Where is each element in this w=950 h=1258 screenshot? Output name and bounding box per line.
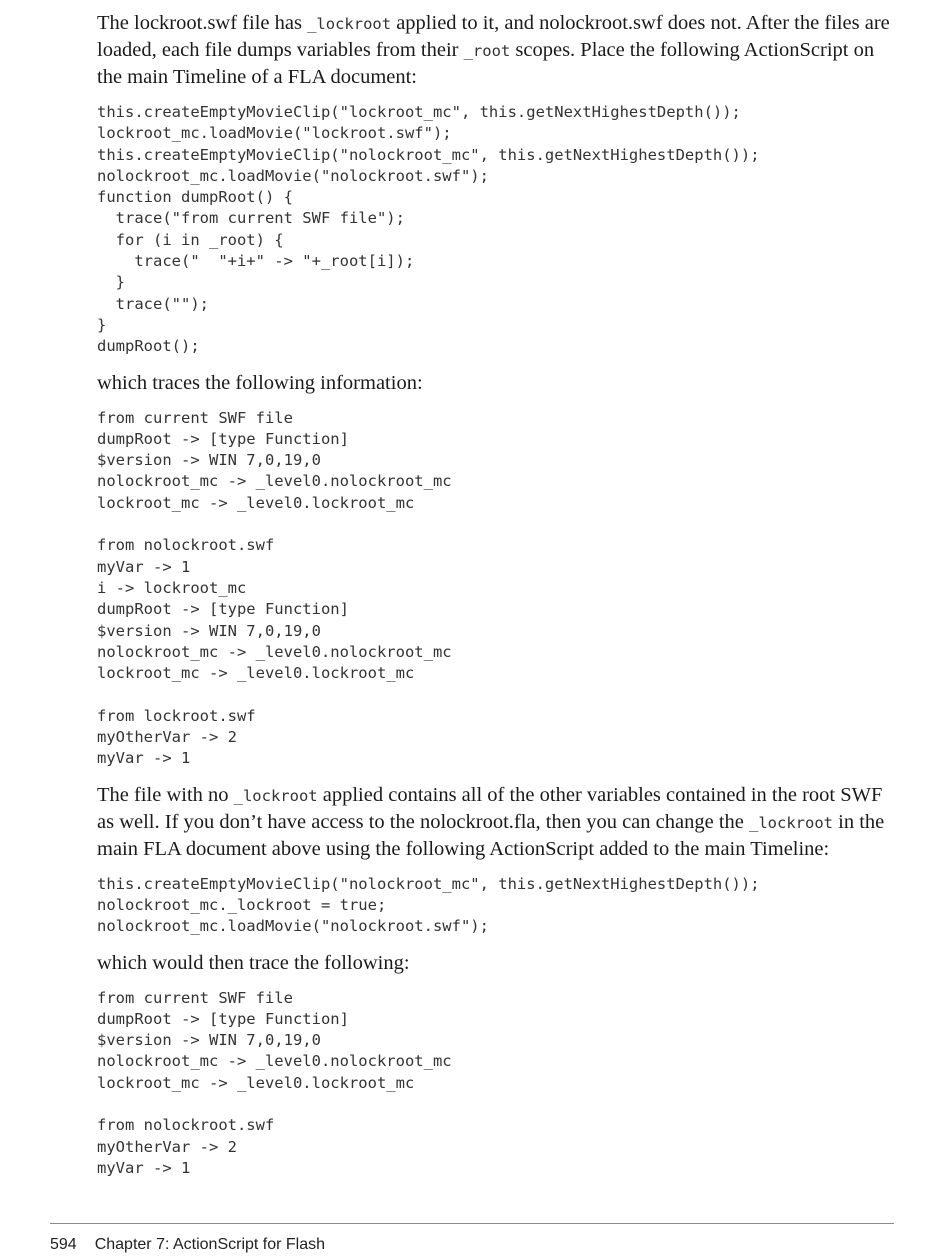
text: scopes. Place the following ActionScript on the main Timeline of a FLA document: (97, 39, 875, 88)
page-number: 594 (50, 1236, 77, 1253)
paragraph-would-trace: which would then trace the following: (97, 951, 410, 974)
inline-code: _lockroot (749, 813, 833, 832)
paragraph-explanation (97, 782, 897, 862)
chapter-title: Chapter 7: ActionScript for Flash (94, 1236, 326, 1253)
inline-code: _lockroot (233, 786, 318, 805)
page-footer (50, 1236, 325, 1254)
text: applied contains all of the other variables contained in the root SWF as well. If you don’t have access to the nolockroot.fla, then you can change the (97, 783, 883, 833)
text: applied to it, and nolockroot.swf does not. After the files are loaded, each file dumps variables from their (97, 12, 890, 61)
code-block-output-1: from current SWF file dumpRoot -> [type Function] $version -> WIN 7,0,19,0 nolockroot_mc -> _level0.nolockroot_mc lockroot_mc -> _level0.lockroot_mc from nolockroot.swf myVar -> 1 i -> lockroot_mc dumpRoot -> [type Function] $version -> WIN 7,0,19,0 nolockroot_mc -> _level0.nolockroot_mc lockroot_mc -> _level0.lockroot_mc from lockroot.swf myOtherVar -> 2 myVar -> 1 (97, 408, 452, 768)
footer-divider (50, 1223, 894, 1224)
paragraph-intro (97, 10, 897, 90)
text: The file with no (97, 783, 234, 806)
code-block-output-2: from current SWF file dumpRoot -> [type Function] $version -> WIN 7,0,19,0 nolockroot_mc -> _level0.nolockroot_mc lockroot_mc -> _level0.lockroot_mc from nolockroot.swf myOtherVar -> 2 myVar -> 1 (97, 988, 452, 1177)
paragraph-traces: which traces the following information: (97, 371, 423, 394)
inline-code: _root (463, 42, 511, 60)
code-block-setup: this.createEmptyMovieClip("lockroot_mc", this.getNextHighestDepth()); lockroot_mc.loadMovie("lockroot.swf"); this.createEmptyMovieClip("nolockroot_mc", this.getNextHighestDepth()); nolockroot_mc.loadMovie("nolockroot.swf"); function dumpRoot() { trace("from current SWF file"); for (i in _root) { trace(" "+i+" -> "+_root[i]); } trace(""); } dumpRoot(); (97, 103, 760, 356)
text: in the main FLA document above using the following ActionScript added to the main Timeline: (97, 810, 885, 860)
code-block-lockroot: this.createEmptyMovieClip("nolockroot_mc", this.getNextHighestDepth()); nolockroot_mc._lockroot = true; nolockroot_mc.loadMovie("nolockroot.swf"); (97, 874, 760, 936)
inline-code: _lockroot (307, 15, 392, 33)
text: The lockroot.swf file has (97, 12, 308, 34)
page-content (97, 10, 897, 1191)
